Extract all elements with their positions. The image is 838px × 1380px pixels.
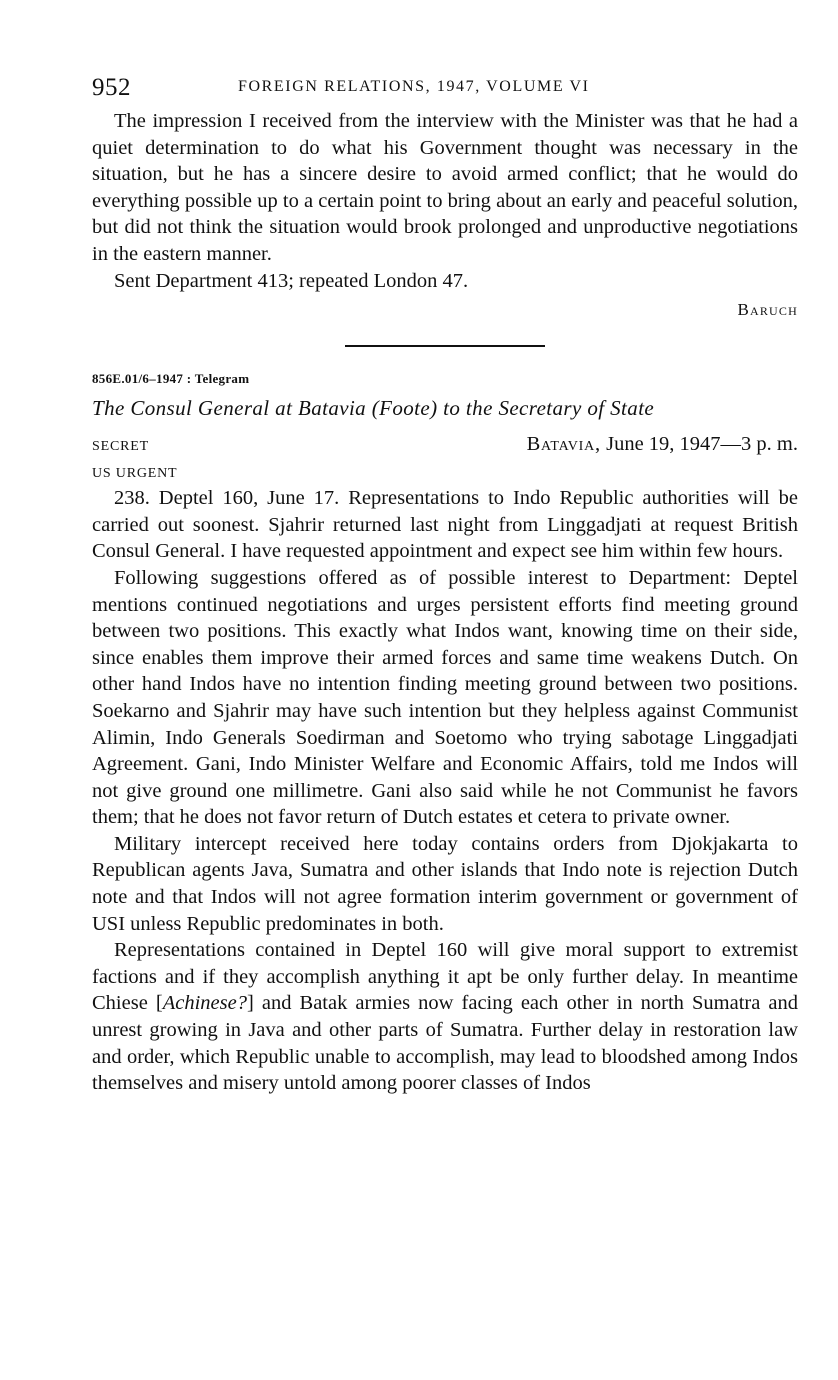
body-paragraph: Sent Department 413; repeated London 47. — [114, 269, 469, 292]
document-title: The Consul General at Batavia (Foote) to the Secretary of State — [92, 396, 655, 421]
page-header — [92, 72, 798, 108]
file-reference: 856E.01/6–1947 : Telegram — [92, 371, 250, 387]
body-paragraph: Following suggestions offered as of possible interest to Department: Deptel mentions continued negotiations and urges persistent efforts find meeting ground between two positions. This exactly what Indos want, knowing time on their side, since enables them improve their armed forces and same time weakens Dutch. On other hand Indos have no intention finding meeting ground between two positions. Soekarno and Sjahrir may have such intention but they helpless against Communist Alimin, Indo Generals Soedirman and Soetomo who trying sabotage Linggadjati Agreement. Gani, Indo Minister Welfare and Economic Affairs, told me Indos will not give ground one millimetre. Gani also said while he not Communist he favors them; that he does not favor return of Dutch estates et cetera to private owner. — [92, 566, 798, 829]
running-head: FOREIGN RELATIONS, 1947, VOLUME VI — [238, 78, 590, 95]
body-paragraph: 238. Deptel 160, June 17. Representations to Indo Republic authorities will be carried out soonest. Sjahrir returned last night from Linggadjati at request British Consul General. I have requested appointment and expect see him within few hours. — [92, 487, 798, 563]
section-divider — [345, 345, 545, 347]
editorial-note: Achinese? — [162, 992, 247, 1015]
classification-label: SECRET — [92, 439, 149, 455]
document-page — [92, 72, 798, 1097]
signature: Baruch — [737, 300, 798, 320]
dateline — [527, 433, 798, 456]
dateline-time: June 19, 1947—3 p. m. — [600, 433, 798, 456]
paragraph-text: Representations contained in Deptel 160 will give moral support to extremist factions and if they accomplish anything it apt be only further delay. In meantime Chiese [ — [92, 939, 798, 1015]
priority-label: US URGENT — [92, 466, 178, 482]
page-number: 952 — [92, 74, 131, 101]
body-paragraph: Military intercept received here today contains orders from Djokjakarta to Republican agents Java, Sumatra and other islands that Indo note is rejection Dutch note and that Indos will not agree formation interim government or government of USI unless Republic predominates in both. — [92, 832, 798, 935]
telegram-meta — [92, 433, 798, 461]
paragraph-text: ] and Batak armies now facing each other in north Sumatra and unrest growing in Java and other parts of Sumatra. Further delay in restoration law and order, which Republic unable to accomplish, may lead to bloodshed among Indos themselves and misery untold among poorer classes of Indos — [92, 992, 798, 1095]
body-paragraph: The impression I received from the interview with the Minister was that he had a quiet determination to do what his Government thought was necessary in the situation, but he has a sincere desire to avoid armed conflict; that he would do everything possible up to a certain point to bring about an early and peaceful solution, but did not think the situation would brook prolonged and unproductive negotiations in the eastern manner. — [92, 110, 798, 265]
dateline-place: Batavia, — [526, 433, 601, 456]
body-paragraph — [92, 937, 798, 1097]
